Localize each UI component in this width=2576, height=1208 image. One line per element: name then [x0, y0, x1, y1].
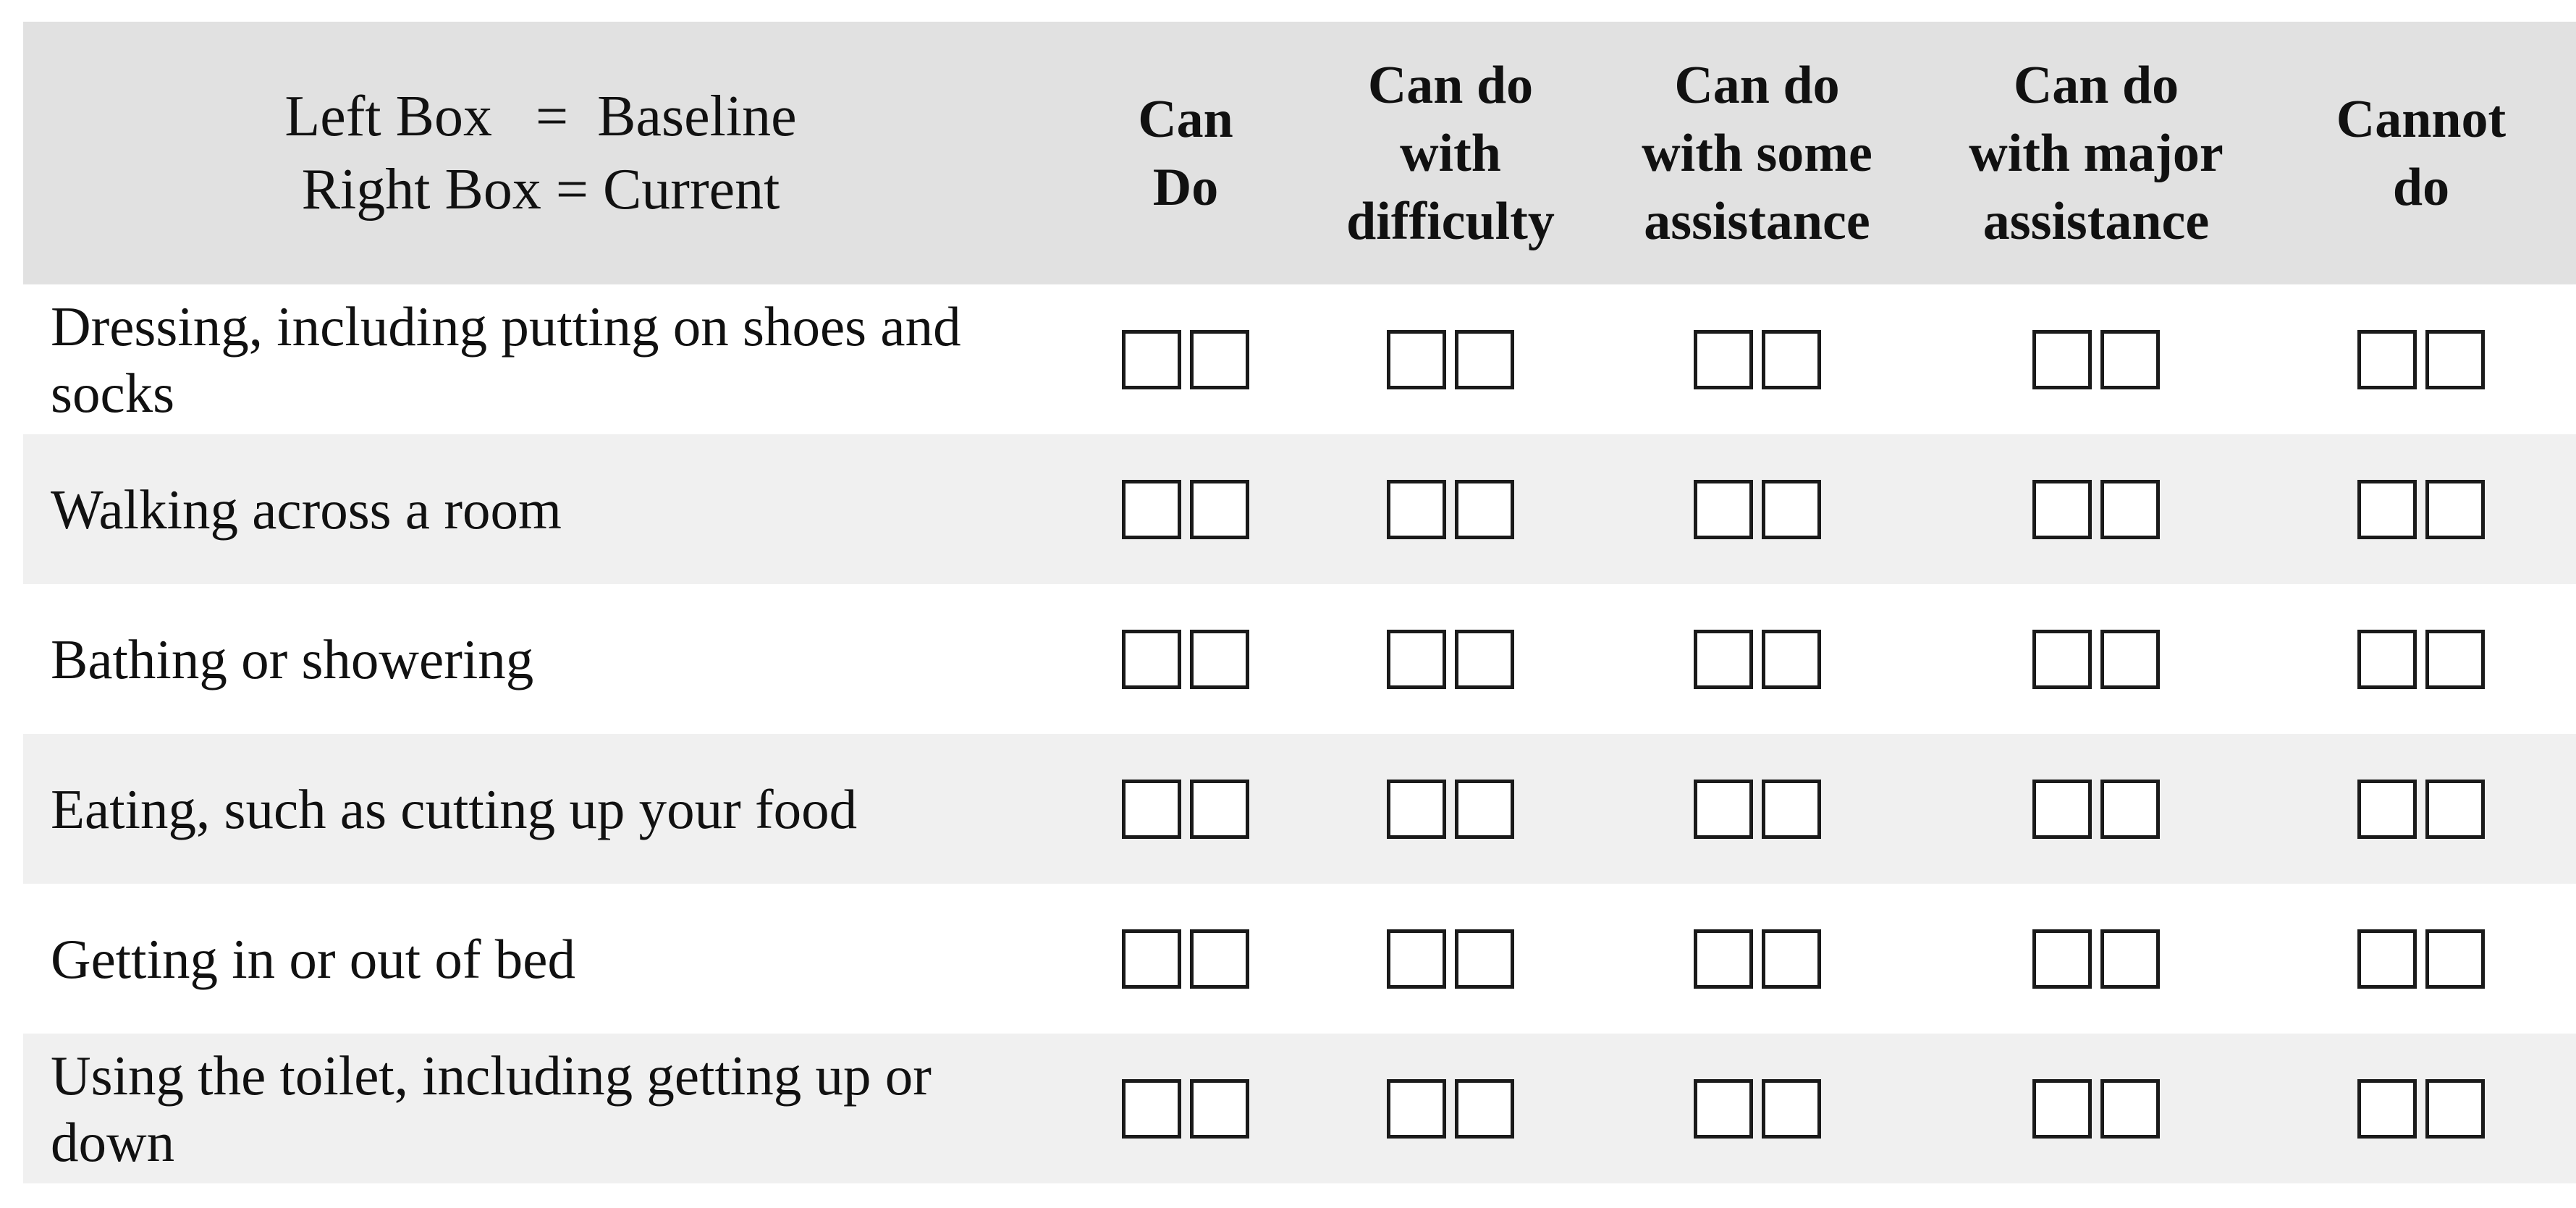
response-cell-with-difficulty [1313, 584, 1588, 734]
response-cell-cannot-do [2266, 584, 2576, 734]
activity-label: Walking across a room [51, 478, 562, 541]
current-checkbox[interactable] [1762, 929, 1821, 989]
response-cell-with-difficulty [1313, 884, 1588, 1034]
baseline-checkbox[interactable] [2032, 630, 2092, 689]
checkbox-pair [1387, 1079, 1514, 1139]
checkbox-pair [1122, 330, 1249, 389]
checkbox-pair [1387, 929, 1514, 989]
baseline-checkbox[interactable] [1122, 780, 1181, 839]
response-cell-can-do [1058, 884, 1313, 1034]
response-cell-with-difficulty [1313, 734, 1588, 884]
current-checkbox[interactable] [1190, 330, 1249, 389]
checkbox-pair [2357, 1079, 2485, 1139]
current-checkbox[interactable] [2100, 630, 2160, 689]
current-checkbox[interactable] [1762, 1079, 1821, 1139]
checkbox-pair [1694, 630, 1821, 689]
current-checkbox[interactable] [1455, 929, 1514, 989]
checkbox-pair [1122, 1079, 1249, 1139]
checkbox-pair [1122, 480, 1249, 539]
checkbox-pair [2357, 780, 2485, 839]
response-cell-some-assistance [1588, 434, 1926, 584]
current-checkbox[interactable] [1762, 330, 1821, 389]
header-row [23, 22, 2576, 284]
checkbox-pair [1694, 1079, 1821, 1139]
response-cell-major-assistance [1926, 1034, 2266, 1183]
current-checkbox[interactable] [2425, 330, 2485, 389]
column-header-major-assistance: Can do with major assistance [1969, 55, 2224, 251]
response-cell-can-do [1058, 584, 1313, 734]
response-cell-with-difficulty [1313, 1034, 1588, 1183]
baseline-checkbox[interactable] [2357, 780, 2417, 839]
adl-table [23, 22, 2576, 1183]
baseline-checkbox[interactable] [2357, 929, 2417, 989]
current-checkbox[interactable] [2425, 630, 2485, 689]
current-checkbox[interactable] [2425, 480, 2485, 539]
checkbox-pair [1694, 330, 1821, 389]
baseline-checkbox[interactable] [1694, 630, 1753, 689]
current-checkbox[interactable] [1190, 929, 1249, 989]
current-checkbox[interactable] [1190, 780, 1249, 839]
baseline-checkbox[interactable] [1387, 330, 1446, 389]
activity-label: Using the toilet, including getting up or down [51, 1044, 932, 1173]
activity-row [23, 884, 2576, 1034]
current-checkbox[interactable] [2100, 929, 2160, 989]
checkbox-pair [1122, 929, 1249, 989]
checkbox-pair [1122, 780, 1249, 839]
baseline-checkbox[interactable] [1122, 480, 1181, 539]
baseline-checkbox[interactable] [1694, 780, 1753, 839]
baseline-checkbox[interactable] [1122, 330, 1181, 389]
response-cell-can-do [1058, 284, 1313, 434]
current-checkbox[interactable] [1190, 630, 1249, 689]
checkbox-pair [1694, 780, 1821, 839]
current-checkbox[interactable] [2425, 1079, 2485, 1139]
current-checkbox[interactable] [2100, 1079, 2160, 1139]
current-checkbox[interactable] [2100, 780, 2160, 839]
baseline-checkbox[interactable] [2032, 1079, 2092, 1139]
activity-row [23, 584, 2576, 734]
current-checkbox[interactable] [1190, 1079, 1249, 1139]
current-checkbox[interactable] [1762, 480, 1821, 539]
response-cell-some-assistance [1588, 284, 1926, 434]
current-checkbox[interactable] [2100, 330, 2160, 389]
baseline-checkbox[interactable] [2032, 330, 2092, 389]
response-cell-can-do [1058, 434, 1313, 584]
current-checkbox[interactable] [2425, 780, 2485, 839]
baseline-checkbox[interactable] [1694, 1079, 1753, 1139]
checkbox-pair [2032, 480, 2160, 539]
checkbox-pair [2032, 780, 2160, 839]
baseline-checkbox[interactable] [2032, 480, 2092, 539]
current-checkbox[interactable] [1455, 330, 1514, 389]
baseline-checkbox[interactable] [1387, 480, 1446, 539]
response-cell-major-assistance [1926, 284, 2266, 434]
baseline-checkbox[interactable] [1694, 480, 1753, 539]
baseline-checkbox[interactable] [1694, 330, 1753, 389]
current-checkbox[interactable] [2425, 929, 2485, 989]
checkbox-pair [2357, 480, 2485, 539]
baseline-checkbox[interactable] [2357, 330, 2417, 389]
activity-row [23, 434, 2576, 584]
response-cell-some-assistance [1588, 884, 1926, 1034]
baseline-checkbox[interactable] [2032, 929, 2092, 989]
current-checkbox[interactable] [1455, 780, 1514, 839]
baseline-checkbox[interactable] [1387, 1079, 1446, 1139]
current-checkbox[interactable] [1762, 780, 1821, 839]
checkbox-pair [2032, 1079, 2160, 1139]
baseline-checkbox[interactable] [2357, 630, 2417, 689]
response-cell-major-assistance [1926, 734, 2266, 884]
column-header-cannot-do: Cannot do [2336, 89, 2507, 217]
checkbox-pair [2357, 330, 2485, 389]
baseline-checkbox[interactable] [1387, 929, 1446, 989]
column-header-some-assistance: Can do with some assistance [1642, 55, 1872, 251]
response-cell-some-assistance [1588, 734, 1926, 884]
response-cell-with-difficulty [1313, 434, 1588, 584]
checkbox-pair [2032, 630, 2160, 689]
response-cell-cannot-do [2266, 434, 2576, 584]
baseline-checkbox[interactable] [2357, 1079, 2417, 1139]
checkbox-pair [1387, 780, 1514, 839]
activity-row [23, 734, 2576, 884]
legend-right-box: Right Box = Current [301, 157, 780, 221]
current-checkbox[interactable] [1455, 480, 1514, 539]
baseline-checkbox[interactable] [1387, 630, 1446, 689]
response-cell-some-assistance [1588, 1034, 1926, 1183]
baseline-checkbox[interactable] [1122, 630, 1181, 689]
response-cell-with-difficulty [1313, 284, 1588, 434]
column-header-can-do: Can Do [1138, 89, 1233, 217]
response-cell-can-do [1058, 1034, 1313, 1183]
baseline-checkbox[interactable] [1694, 929, 1753, 989]
current-checkbox[interactable] [1455, 1079, 1514, 1139]
response-cell-some-assistance [1588, 584, 1926, 734]
activity-rows [23, 284, 2576, 1183]
box-legend [23, 22, 1058, 284]
checkbox-pair [1387, 630, 1514, 689]
activity-label: Eating, such as cutting up your food [51, 777, 858, 840]
baseline-checkbox[interactable] [2357, 480, 2417, 539]
legend-left-box: Left Box = Baseline [284, 84, 797, 148]
baseline-checkbox[interactable] [1122, 1079, 1181, 1139]
checkbox-pair [2032, 330, 2160, 389]
baseline-checkbox[interactable] [1387, 780, 1446, 839]
activity-row [23, 1034, 2576, 1183]
checkbox-pair [2357, 630, 2485, 689]
column-header-with-difficulty: Can do with difficulty [1346, 55, 1555, 251]
current-checkbox[interactable] [1762, 630, 1821, 689]
response-cell-major-assistance [1926, 434, 2266, 584]
checkbox-pair [1694, 929, 1821, 989]
response-cell-major-assistance [1926, 584, 2266, 734]
response-cell-can-do [1058, 734, 1313, 884]
current-checkbox[interactable] [2100, 480, 2160, 539]
activity-row [23, 284, 2576, 434]
response-cell-cannot-do [2266, 734, 2576, 884]
response-cell-cannot-do [2266, 884, 2576, 1034]
checkbox-pair [2357, 929, 2485, 989]
checkbox-pair [1122, 630, 1249, 689]
response-cell-major-assistance [1926, 884, 2266, 1034]
current-checkbox[interactable] [1455, 630, 1514, 689]
baseline-checkbox[interactable] [1122, 929, 1181, 989]
activity-label: Getting in or out of bed [51, 927, 575, 990]
current-checkbox[interactable] [1190, 480, 1249, 539]
response-cell-cannot-do [2266, 1034, 2576, 1183]
activity-label: Bathing or showering [51, 628, 534, 690]
baseline-checkbox[interactable] [2032, 780, 2092, 839]
response-cell-cannot-do [2266, 284, 2576, 434]
checkbox-pair [1387, 330, 1514, 389]
checkbox-pair [1694, 480, 1821, 539]
adl-form [23, 22, 2576, 1187]
activity-label: Dressing, including putting on shoes and socks [51, 295, 961, 424]
checkbox-pair [1387, 480, 1514, 539]
checkbox-pair [2032, 929, 2160, 989]
